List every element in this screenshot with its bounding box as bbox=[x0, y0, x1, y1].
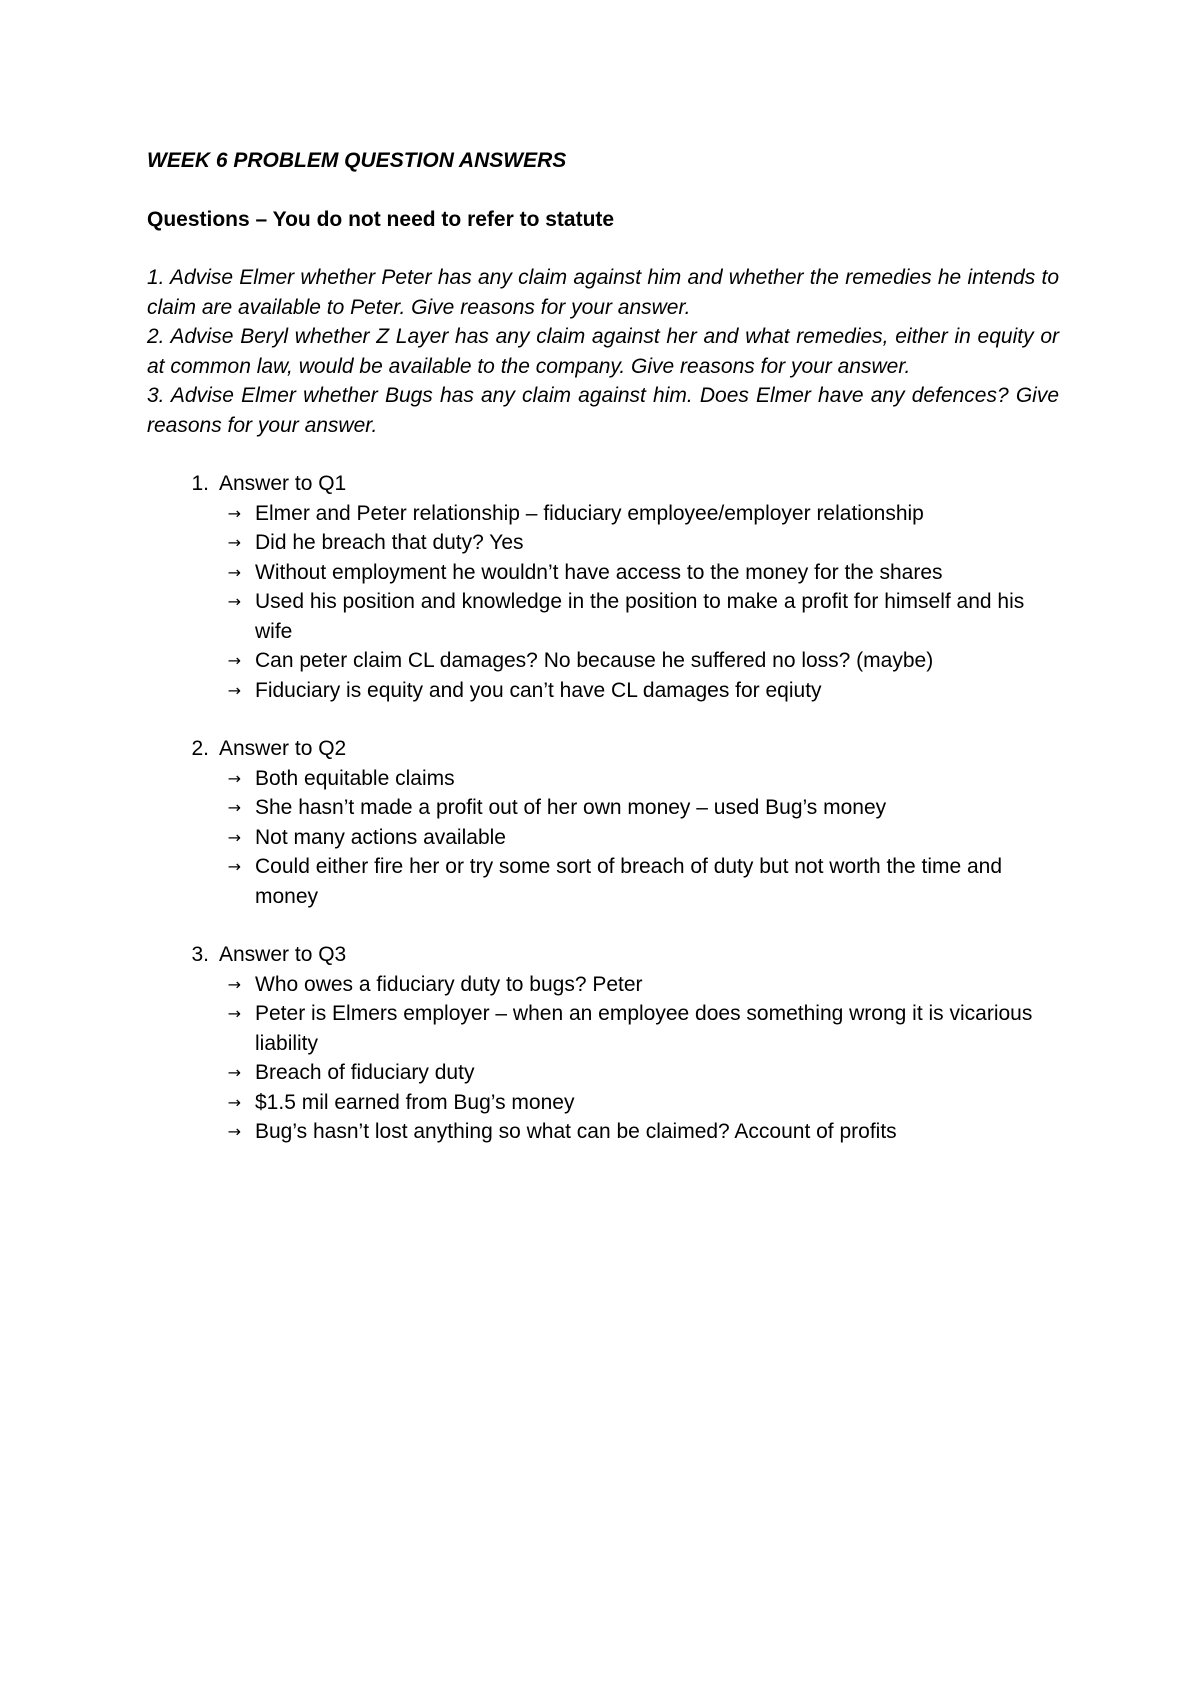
questions-heading: Questions – You do not need to refer to statute bbox=[147, 207, 615, 231]
list-item bbox=[147, 970, 1059, 1000]
point-text: Used his position and knowledge in the position to make a profit for himself and his wife bbox=[255, 590, 1025, 643]
list-item bbox=[147, 999, 1059, 1058]
point-text: Both equitable claims bbox=[255, 766, 455, 790]
answer-block-q2 bbox=[147, 734, 1059, 911]
answer-number: 1. bbox=[191, 472, 209, 495]
list-item bbox=[147, 558, 1059, 588]
document-title: WEEK 6 PROBLEM QUESTION ANSWERS bbox=[147, 149, 567, 172]
list-item bbox=[147, 587, 1059, 646]
point-text: Did he breach that duty? Yes bbox=[255, 531, 524, 554]
question-item: 2. Advise Beryl whether Z Layer has any claim against her and what remedies, either in equity or at common law, would be available to the company. Give reasons for your answer. bbox=[147, 325, 1059, 378]
arrow-right-icon: → bbox=[227, 798, 241, 817]
arrow-right-icon: → bbox=[227, 592, 241, 611]
question-item: 1. Advise Elmer whether Peter has any claim against him and whether the remedies he intends to claim are available to Peter. Give reasons for your answer. bbox=[147, 266, 1059, 319]
arrow-right-icon: → bbox=[227, 974, 241, 994]
point-text: She hasn’t made a profit out of her own money – used Bug’s money bbox=[255, 796, 887, 819]
arrow-right-icon: → bbox=[227, 533, 241, 552]
point-text: $1.5 mil earned from Bug’s money bbox=[255, 1090, 575, 1114]
question-item: 3. Advise Elmer whether Bugs has any claim against him. Does Elmer have any defences? Give reasons for your answer. bbox=[147, 384, 1059, 437]
point-text: Without employment he wouldn’t have access to the money for the shares bbox=[255, 560, 943, 584]
arrow-right-icon: → bbox=[227, 857, 241, 876]
arrow-right-icon: → bbox=[227, 1004, 241, 1023]
answer-label: Answer to Q1 bbox=[219, 472, 347, 495]
list-item bbox=[147, 1088, 1059, 1118]
answer-label: Answer to Q3 bbox=[219, 943, 347, 966]
answer-block-q3 bbox=[147, 940, 1059, 1147]
arrow-right-icon: → bbox=[227, 562, 241, 582]
point-text: Elmer and Peter relationship – fiduciary employee/employer relationship bbox=[255, 501, 924, 525]
answer-points bbox=[147, 970, 1059, 1147]
answer-heading bbox=[147, 734, 1059, 764]
answer-heading bbox=[147, 940, 1059, 970]
arrow-right-icon: → bbox=[227, 680, 241, 700]
answer-label: Answer to Q2 bbox=[219, 737, 347, 760]
point-text: Fiduciary is equity and you can’t have CL damages for eqiuty bbox=[255, 678, 822, 702]
arrow-right-icon: → bbox=[227, 503, 241, 523]
point-text: Can peter claim CL damages? No because he suffered no loss? (maybe) bbox=[255, 649, 934, 672]
answer-points bbox=[147, 764, 1059, 912]
answer-block-q1 bbox=[147, 469, 1059, 705]
point-text: Could either fire her or try some sort of breach of duty but not worth the time and money bbox=[255, 855, 1003, 908]
answer-number: 2. bbox=[191, 737, 209, 760]
arrow-right-icon: → bbox=[227, 768, 241, 788]
arrow-right-icon: → bbox=[227, 1063, 241, 1082]
list-item bbox=[147, 528, 1059, 558]
list-item bbox=[147, 852, 1059, 911]
list-item bbox=[147, 1058, 1059, 1088]
list-item bbox=[147, 1117, 1059, 1147]
point-text: Who owes a fiduciary duty to bugs? Peter bbox=[255, 972, 643, 996]
arrow-right-icon: → bbox=[227, 827, 241, 847]
arrow-right-icon: → bbox=[227, 651, 241, 670]
questions-list bbox=[147, 263, 1059, 440]
point-text: Breach of fiduciary duty bbox=[255, 1061, 475, 1084]
point-text: Not many actions available bbox=[255, 825, 506, 849]
point-text: Peter is Elmers employer – when an employee does something wrong it is vicarious liability bbox=[255, 1002, 1033, 1055]
answer-points bbox=[147, 499, 1059, 706]
answer-number: 3. bbox=[191, 943, 209, 966]
list-item bbox=[147, 793, 1059, 823]
arrow-right-icon: → bbox=[227, 1092, 241, 1112]
point-text: Bug’s hasn’t lost anything so what can be claimed? Account of profits bbox=[255, 1120, 897, 1143]
list-item bbox=[147, 646, 1059, 676]
list-item bbox=[147, 823, 1059, 853]
arrow-right-icon: → bbox=[227, 1122, 241, 1141]
list-item bbox=[147, 676, 1059, 706]
answer-heading bbox=[147, 469, 1059, 499]
document-body bbox=[147, 146, 1059, 1176]
list-item bbox=[147, 764, 1059, 794]
list-item bbox=[147, 499, 1059, 529]
